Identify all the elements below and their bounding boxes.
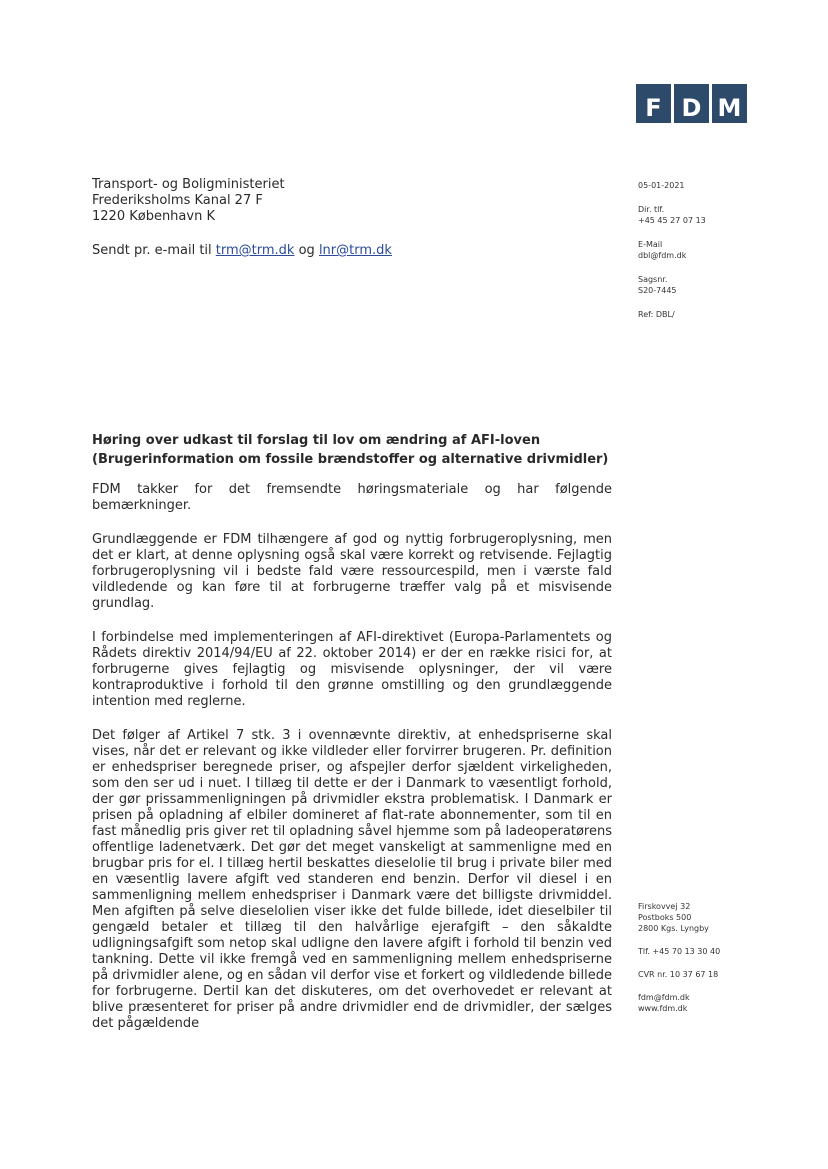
case-value: S20-7445 — [638, 286, 677, 295]
email-link-lnr[interactable]: lnr@trm.dk — [318, 243, 392, 258]
case-label: Sagsnr. — [638, 275, 668, 284]
recipient-name: Transport- og Boligministeriet — [92, 177, 285, 192]
email-value: dbl@fdm.dk — [638, 251, 687, 260]
sender-footer — [638, 901, 720, 1026]
letter-date: 05-01-2021 — [638, 181, 685, 190]
footer-cvr: CVR nr. 10 37 67 18 — [638, 970, 719, 979]
letter-meta — [638, 180, 706, 333]
recipient-street: Frederiksholms Kanal 27 F — [92, 193, 263, 208]
recipient-address — [92, 177, 285, 225]
logo-letter-f: F — [636, 84, 671, 123]
fdm-logo — [636, 84, 747, 123]
logo-letter-m: M — [712, 84, 747, 123]
paragraph: Grundlæggende er FDM tilhængere af god og nyttig forbrugeroplysning, men det er klart, at denne oplysning også skal være korrekt og retvisende. Fejlagtig forbrugeroplysning vil i bedste fald være ressourcespild, men i værste fald vildledende og kan føre til at forbrugerne træffer valg på et misvisende grundlag. — [92, 532, 612, 611]
email-link-trm[interactable]: trm@trm.dk — [215, 243, 295, 258]
paragraph: FDM takker for det fremsendte høringsmateriale og har følgende bemærkninger. — [92, 482, 612, 513]
footer-pobox: Postboks 500 — [638, 913, 692, 922]
ref-value: Ref: DBL/ — [638, 310, 675, 319]
footer-city: 2800 Kgs. Lyngby — [638, 924, 709, 933]
footer-phone: Tlf. +45 70 13 30 40 — [638, 947, 721, 956]
footer-email: fdm@fdm.dk — [638, 993, 690, 1002]
sent-line — [92, 243, 392, 258]
recipient-city: 1220 København K — [92, 209, 215, 224]
sent-middle: og — [294, 243, 319, 258]
sent-prefix: Sendt pr. e-mail til — [92, 243, 216, 258]
footer-street: Firskovvej 32 — [638, 902, 691, 911]
letter-body — [92, 482, 612, 1050]
letter-title: Høring over udkast til forslag til lov om ændring af AFI-loven (Brugerinformation om fossile brændstoffer og alternative drivmidler) — [92, 433, 609, 467]
paragraph: I forbindelse med implementeringen af AFI-direktivet (Europa-Parlamentets og Rådets direktiv 2014/94/EU af 22. oktober 2014) er der en række risici for, at forbrugerne gives fejlagtig og misvisende oplysninger, der vil være kontraproduktive i forhold til den grønne omstilling og den grundlæggende intention med reglerne. — [92, 630, 612, 709]
email-label: E-Mail — [638, 240, 663, 249]
paragraph: Det følger af Artikel 7 stk. 3 i ovennævnte direktiv, at enhedspriserne skal vises, når det er relevant og ikke vildleder eller forvirrer brugeren. Pr. definition er enhedspriser beregnede priser, og afspejler derfor sjældent virkeligheden, som den ser ud i nuet. I tillæg til dette er der i Danmark to væsentligt forhold, der gør prissammenligningen på drivmidler ekstra problematisk. I Danmark er prisen på opladning af elbiler domineret af flat-rate abonnementer, som til en fast månedlig pris giver ret til opladning såvel hjemme som på ladeoperatørens offentlige ladenetværk. Det gør det meget vanskeligt at sammenligne med en brugbar pris for el. I tillæg hertil beskattes dieselolie til brug i private biler med en væsentlig lavere afgift ved standeren end benzin. Derfor vil diesel i en sammenligning mellem enhedspriser i Danmark være det billigste drivmiddel. Men afgiften på selve dieselolien viser ikke det fulde billede, idet dieselbiler til gengæld betaler et tillæg til den halvårlige ejerafgift – den såkaldte udligningsafgift som netop skal udligne den lavere afgift i forhold til benzin ved tankning. Dette vil ikke fremgå ved en sammenligning mellem enhedspriserne på drivmidler alene, og en sådan vil derfor vise et forkert og vildledende billede for forbrugerne. Dertil kan det diskuteres, om det overhovedet er relevant at blive præsenteret for priser på andre drivmidler end de drivmidler, der sælges det pågældende — [92, 728, 612, 1031]
footer-web: www.fdm.dk — [638, 1004, 688, 1013]
phone-label: Dir. tlf. — [638, 205, 665, 214]
phone-value: +45 45 27 07 13 — [638, 216, 706, 225]
logo-letter-d: D — [674, 84, 709, 123]
